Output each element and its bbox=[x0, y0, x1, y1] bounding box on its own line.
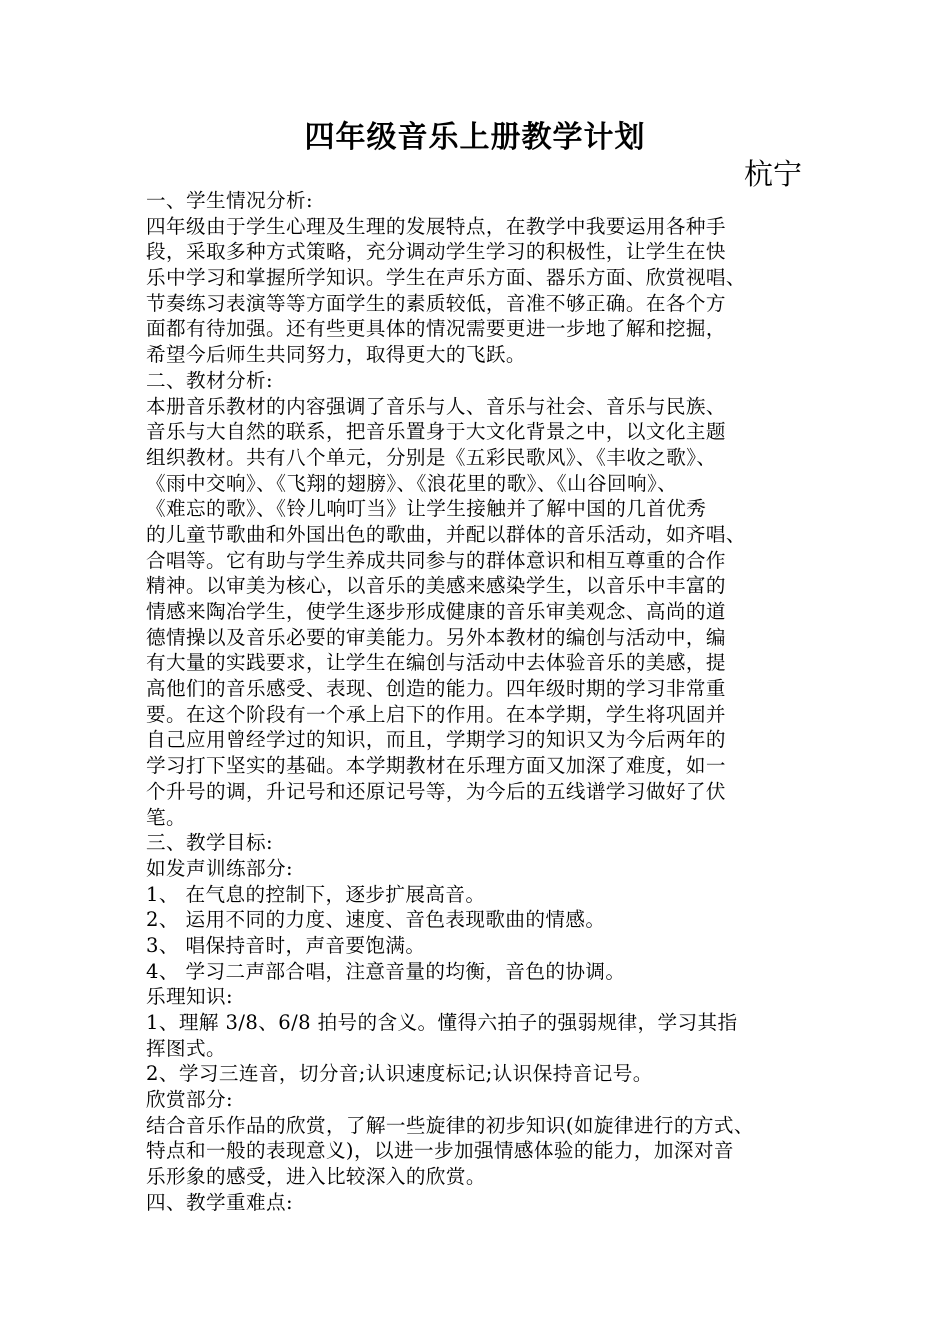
text-line: 的儿童节歌曲和外国出色的歌曲，并配以群体的音乐活动，如齐唱、 bbox=[146, 522, 746, 546]
text-line: 面都有待加强。还有些更具体的情况需要更进一步地了解和挖掘， bbox=[146, 317, 726, 341]
text-line: 四、教学重难点: bbox=[146, 1190, 293, 1214]
text-line: 乐理知识: bbox=[146, 985, 233, 1009]
text-line: 乐形象的感受，进入比较深入的欣赏。 bbox=[146, 1165, 486, 1189]
text-line: 1、理解 3/8、6/8 拍号的含义。懂得六拍子的强弱规律，学习其指 bbox=[146, 1011, 738, 1034]
author-name: 杭宁 bbox=[743, 157, 802, 191]
text-line: 2、学习三连音，切分音;认识速度标记;认识保持音记号。 bbox=[146, 1062, 653, 1086]
text-line: 欣赏部分: bbox=[146, 1088, 233, 1112]
text-line: 精神。以审美为核心，以音乐的美感来感染学生，以音乐中丰富的 bbox=[146, 574, 726, 598]
text-line: 德情操以及音乐必要的审美能力。另外本教材的编创与活动中，编 bbox=[146, 625, 726, 649]
text-line: 乐中学习和掌握所学知识。学生在声乐方面、器乐方面、欣赏视唱、 bbox=[146, 266, 746, 290]
text-line: 节奏练习表演等等方面学生的素质较低，音准不够正确。在各个方 bbox=[146, 291, 726, 315]
text-line: 自己应用曾经学过的知识，而且，学期学习的知识又为今后两年的 bbox=[146, 728, 726, 752]
text-line: 《难忘的歌》、《铃儿响叮当》让学生接触并了解中国的几首优秀 bbox=[146, 497, 707, 521]
text-line: 情感来陶冶学生，使学生逐步形成健康的音乐审美观念、高尚的道 bbox=[146, 600, 726, 623]
document-body bbox=[146, 188, 818, 1216]
text-line: 学习打下坚实的基础。本学期教材在乐理方面又加深了难度，如一 bbox=[146, 754, 726, 778]
text-line: 二、教材分析: bbox=[146, 368, 273, 392]
text-line: 四年级由于学生心理及生理的发展特点，在教学中我要运用各种手 bbox=[146, 214, 726, 238]
text-line: 2、 运用不同的力度、速度、音色表现歌曲的情感。 bbox=[146, 908, 606, 932]
text-line: 要。在这个阶段有一个承上启下的作用。在本学期，学生将巩固并 bbox=[146, 702, 726, 726]
text-line: 一、学生情况分析: bbox=[146, 189, 313, 212]
page-title: 四年级音乐上册教学计划 bbox=[304, 120, 646, 155]
text-line: 段，采取多种方式策略，充分调动学生学习的积极性，让学生在快 bbox=[146, 240, 726, 264]
text-line: 挥图式。 bbox=[146, 1036, 226, 1060]
text-line: 3、 唱保持音时，声音要饱满。 bbox=[146, 933, 426, 957]
text-line: 如发声训练部分: bbox=[146, 856, 293, 880]
text-line: 笔。 bbox=[146, 805, 186, 829]
text-line: 三、教学目标: bbox=[146, 831, 273, 855]
text-line: 个升号的调，升记号和还原记号等，为今后的五线谱学习做好了伏 bbox=[146, 779, 726, 803]
text-line: 组织教材。共有八个单元，分别是《五彩民歌风》、《丰收之歌》、 bbox=[146, 445, 717, 469]
text-line: 1、 在气息的控制下，逐步扩展高音。 bbox=[146, 882, 486, 906]
text-line: 高他们的音乐感受、表现、创造的能力。四年级时期的学习非常重 bbox=[146, 677, 726, 701]
text-line: 本册音乐教材的内容强调了音乐与人、音乐与社会、音乐与民族、 bbox=[146, 394, 726, 418]
text-line: 结合音乐作品的欣赏，了解一些旋律的初步知识(如旋律进行的方式、 bbox=[146, 1113, 754, 1137]
text-line: 特点和一般的表现意义)，以进一步加强情感体验的能力，加深对音 bbox=[146, 1139, 734, 1163]
text-line: 《雨中交响》、《飞翔的翅膀》、《浪花里的歌》、《山谷回响》、 bbox=[146, 471, 678, 495]
text-line: 有大量的实践要求，让学生在编创与活动中去体验音乐的美感，提 bbox=[146, 651, 726, 675]
text-line: 合唱等。它有助与学生养成共同参与的群体意识和相互尊重的合作 bbox=[146, 548, 726, 572]
text-line: 音乐与大自然的联系，把音乐置身于大文化背景之中，以文化主题 bbox=[146, 420, 726, 444]
text-line: 希望今后师生共同努力，取得更大的飞跃。 bbox=[146, 343, 526, 367]
text-line: 4、 学习二声部合唱，注意音量的均衡，音色的协调。 bbox=[146, 959, 626, 983]
